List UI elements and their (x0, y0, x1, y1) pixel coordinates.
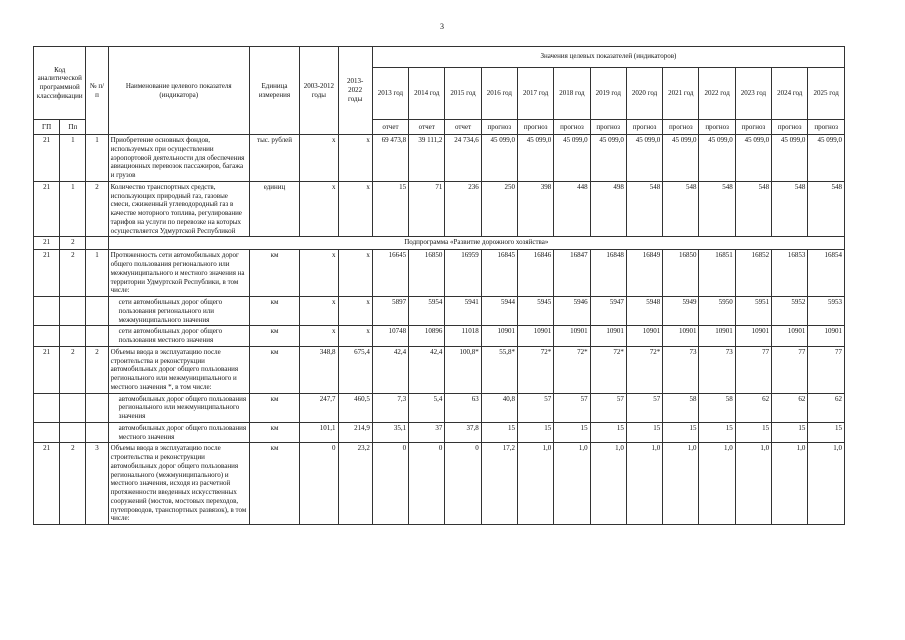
cell-value: 5945 (518, 297, 554, 326)
cell-value: 1,0 (518, 443, 554, 525)
cell-value: 39 111,2 (409, 135, 445, 182)
cell-pp: 1 (60, 181, 86, 237)
cell-pp (60, 422, 86, 443)
cell-unit: км (249, 297, 299, 326)
cell-num (86, 326, 108, 347)
cell-value: 63 (445, 393, 481, 422)
cell-value: 45 099,0 (626, 135, 662, 182)
cell-indicator-name: Объемы ввода в эксплуатацию после строительства и реконструкции автомобильных дорог общего пользования регионального или межмуниципального и местного значения *, в том числе: (108, 346, 249, 393)
cell-value: 1,0 (590, 443, 626, 525)
cell-value: 16854 (808, 250, 845, 297)
cell-num: 1 (86, 135, 108, 182)
cell-gp (34, 297, 60, 326)
cell-value: 10901 (735, 326, 771, 347)
cell-value: 16847 (554, 250, 590, 297)
cell-value: 42,4 (372, 346, 408, 393)
cell-2003-2012: 247,7 (300, 393, 338, 422)
cell-value: 77 (808, 346, 845, 393)
cell-value: 398 (518, 181, 554, 237)
header-year: 2014 год (409, 67, 445, 119)
header-2003-2012: 2003-2012 годы (300, 47, 338, 135)
cell-value: 1,0 (772, 443, 808, 525)
cell-value: 548 (772, 181, 808, 237)
cell-value: 45 099,0 (518, 135, 554, 182)
table-row (34, 135, 845, 182)
cell-unit: тыс. рублей (249, 135, 299, 182)
cell-value: 45 099,0 (699, 135, 735, 182)
cell-value: 7,3 (372, 393, 408, 422)
cell-value: 10901 (626, 326, 662, 347)
cell-value: 15 (626, 422, 662, 443)
table-row (34, 181, 845, 237)
cell-value: 72* (626, 346, 662, 393)
cell-num: 1 (86, 250, 108, 297)
cell-value: 236 (445, 181, 481, 237)
cell-value: 5951 (735, 297, 771, 326)
cell-gp (34, 422, 60, 443)
cell-gp: 21 (34, 237, 60, 250)
cell-num (86, 237, 108, 250)
table-row (34, 297, 845, 326)
table-row (34, 346, 845, 393)
cell-value: 548 (735, 181, 771, 237)
cell-2013-2022: х (338, 297, 372, 326)
cell-pp (60, 297, 86, 326)
cell-indicator-name: сети автомобильных дорог общего пользования местного значения (108, 326, 249, 347)
table-row (34, 250, 845, 297)
table-row (34, 443, 845, 525)
cell-value: 100,8* (445, 346, 481, 393)
cell-value: 250 (481, 181, 517, 237)
header-num: № п/п (86, 47, 108, 135)
header-year: 2017 год (518, 67, 554, 119)
header-kind: прогноз (808, 120, 845, 135)
cell-value: 57 (590, 393, 626, 422)
cell-value: 35,1 (372, 422, 408, 443)
cell-value: 15 (481, 422, 517, 443)
cell-value: 1,0 (554, 443, 590, 525)
cell-value: 16845 (481, 250, 517, 297)
cell-value: 45 099,0 (554, 135, 590, 182)
cell-value: 548 (663, 181, 699, 237)
cell-2003-2012: 0 (300, 443, 338, 525)
cell-value: 16852 (735, 250, 771, 297)
cell-value: 16848 (590, 250, 626, 297)
indicators-table (33, 46, 845, 525)
cell-indicator-name: Приобретение основных фондов, используемых при осуществлении аэропортовой деятельности для обеспечения авиационных перевозок пассажиров, багажа и грузов (108, 135, 249, 182)
cell-value: 5897 (372, 297, 408, 326)
cell-unit: км (249, 393, 299, 422)
header-2013-2022: 2013-2022 годы (338, 47, 372, 135)
cell-value: 1,0 (663, 443, 699, 525)
header-kind: отчет (445, 120, 481, 135)
header-gp: ГП (34, 120, 60, 135)
header-row (34, 47, 845, 68)
cell-value: 37 (409, 422, 445, 443)
header-kind: прогноз (663, 120, 699, 135)
cell-unit: единиц (249, 181, 299, 237)
cell-2003-2012: х (300, 297, 338, 326)
cell-value: 77 (735, 346, 771, 393)
cell-value: 15 (808, 422, 845, 443)
cell-value: 5941 (445, 297, 481, 326)
header-year: 2020 год (626, 67, 662, 119)
cell-pp: 2 (60, 237, 86, 250)
cell-gp: 21 (34, 346, 60, 393)
cell-value: 1,0 (808, 443, 845, 525)
cell-value: 24 734,6 (445, 135, 481, 182)
cell-value: 16850 (663, 250, 699, 297)
cell-value: 16850 (409, 250, 445, 297)
cell-value: 5953 (808, 297, 845, 326)
cell-value: 16846 (518, 250, 554, 297)
header-year: 2015 год (445, 67, 481, 119)
cell-num: 3 (86, 443, 108, 525)
header-unit: Единица измерения (249, 47, 299, 135)
cell-value: 16959 (445, 250, 481, 297)
cell-2003-2012: х (300, 326, 338, 347)
subprogram-row (34, 237, 845, 250)
cell-2003-2012: х (300, 181, 338, 237)
cell-value: 5949 (663, 297, 699, 326)
cell-2003-2012: х (300, 250, 338, 297)
cell-2003-2012: 348,8 (300, 346, 338, 393)
cell-unit: км (249, 422, 299, 443)
cell-value: 16645 (372, 250, 408, 297)
page-number: 3 (440, 22, 444, 31)
cell-value: 16849 (626, 250, 662, 297)
header-year: 2016 год (481, 67, 517, 119)
subprogram-title: Подпрограмма «Развитие дорожного хозяйства» (108, 237, 844, 250)
cell-indicator-name: автомобильных дорог общего пользования местного значения (108, 422, 249, 443)
cell-2013-2022: 460,5 (338, 393, 372, 422)
cell-value: 10901 (663, 326, 699, 347)
cell-value: 45 099,0 (772, 135, 808, 182)
cell-value: 5950 (699, 297, 735, 326)
cell-2003-2012: х (300, 135, 338, 182)
cell-value: 62 (772, 393, 808, 422)
cell-value: 45 099,0 (663, 135, 699, 182)
cell-value: 11018 (445, 326, 481, 347)
cell-value: 17,2 (481, 443, 517, 525)
cell-num: 2 (86, 346, 108, 393)
cell-value: 10901 (518, 326, 554, 347)
header-year: 2013 год (372, 67, 408, 119)
cell-value: 45 099,0 (808, 135, 845, 182)
header-pp: Пп (60, 120, 86, 135)
cell-indicator-name: Количество транспортных средств, использующих природный газ, газовые смеси, сжиженный углеводородный газ в качестве моторного топлива, регулирование тарифов на услуги по перевозке на которых осуществляется Удмуртской Республикой (108, 181, 249, 237)
header-kind: прогноз (554, 120, 590, 135)
cell-pp: 2 (60, 443, 86, 525)
cell-value: 55,8* (481, 346, 517, 393)
cell-value: 73 (663, 346, 699, 393)
cell-value: 45 099,0 (590, 135, 626, 182)
cell-value: 40,8 (481, 393, 517, 422)
cell-value: 1,0 (626, 443, 662, 525)
table-row (34, 422, 845, 443)
cell-value: 448 (554, 181, 590, 237)
cell-2013-2022: 214,9 (338, 422, 372, 443)
cell-indicator-name: автомобильных дорог общего пользования регионального или межмуниципального значения (108, 393, 249, 422)
cell-gp: 21 (34, 443, 60, 525)
cell-value: 57 (518, 393, 554, 422)
cell-value: 72* (554, 346, 590, 393)
cell-value: 10748 (372, 326, 408, 347)
cell-num: 2 (86, 181, 108, 237)
cell-value: 72* (590, 346, 626, 393)
cell-2013-2022: 23,2 (338, 443, 372, 525)
header-kind: прогноз (699, 120, 735, 135)
cell-unit: км (249, 346, 299, 393)
cell-value: 10896 (409, 326, 445, 347)
cell-value: 15 (554, 422, 590, 443)
cell-value: 37,8 (445, 422, 481, 443)
cell-value: 45 099,0 (481, 135, 517, 182)
cell-value: 5948 (626, 297, 662, 326)
cell-value: 10901 (699, 326, 735, 347)
cell-value: 15 (663, 422, 699, 443)
cell-pp: 1 (60, 135, 86, 182)
cell-gp (34, 326, 60, 347)
cell-value: 5946 (554, 297, 590, 326)
cell-pp: 2 (60, 250, 86, 297)
cell-value: 1,0 (735, 443, 771, 525)
table-row (34, 326, 845, 347)
cell-value: 10901 (554, 326, 590, 347)
cell-2013-2022: х (338, 326, 372, 347)
cell-value: 45 099,0 (735, 135, 771, 182)
cell-value: 0 (372, 443, 408, 525)
cell-value: 5947 (590, 297, 626, 326)
header-kind: прогноз (735, 120, 771, 135)
cell-value: 15 (772, 422, 808, 443)
cell-value: 77 (772, 346, 808, 393)
cell-unit: км (249, 250, 299, 297)
cell-value: 548 (808, 181, 845, 237)
cell-value: 16851 (699, 250, 735, 297)
cell-value: 58 (699, 393, 735, 422)
cell-pp (60, 326, 86, 347)
header-year: 2023 год (735, 67, 771, 119)
cell-2013-2022: 675,4 (338, 346, 372, 393)
cell-value: 5954 (409, 297, 445, 326)
cell-value: 15 (518, 422, 554, 443)
header-year: 2021 год (663, 67, 699, 119)
header-year: 2022 год (699, 67, 735, 119)
cell-unit: км (249, 443, 299, 525)
cell-value: 5952 (772, 297, 808, 326)
cell-value: 10901 (808, 326, 845, 347)
cell-value: 0 (409, 443, 445, 525)
cell-value: 0 (445, 443, 481, 525)
cell-value: 5,4 (409, 393, 445, 422)
cell-indicator-name: Объемы ввода в эксплуатацию после строительства и реконструкции автомобильных дорог общего пользования регионального (межмуниципального) и местного значения, исходя из расчетной протяженности введенных искусственных сооружений (мостов, мостовых переходов, путепроводов, транспортных развязок), в том числе: (108, 443, 249, 525)
cell-value: 548 (626, 181, 662, 237)
cell-2013-2022: х (338, 181, 372, 237)
cell-gp (34, 393, 60, 422)
cell-2013-2022: х (338, 135, 372, 182)
cell-2013-2022: х (338, 250, 372, 297)
header-values-title: Значения целевых показателей (индикаторов) (372, 47, 844, 68)
cell-value: 73 (699, 346, 735, 393)
header-year: 2024 год (772, 67, 808, 119)
header-kind: прогноз (518, 120, 554, 135)
cell-pp (60, 393, 86, 422)
cell-gp: 21 (34, 250, 60, 297)
header-year: 2018 год (554, 67, 590, 119)
cell-value: 71 (409, 181, 445, 237)
cell-value: 5944 (481, 297, 517, 326)
header-kind: отчет (372, 120, 408, 135)
cell-num (86, 422, 108, 443)
cell-value: 15 (590, 422, 626, 443)
header-year: 2025 год (808, 67, 845, 119)
cell-value: 57 (626, 393, 662, 422)
cell-value: 15 (699, 422, 735, 443)
cell-gp: 21 (34, 135, 60, 182)
cell-value: 10901 (772, 326, 808, 347)
cell-value: 62 (808, 393, 845, 422)
header-kind: прогноз (626, 120, 662, 135)
cell-value: 498 (590, 181, 626, 237)
table-row (34, 393, 845, 422)
cell-num (86, 393, 108, 422)
cell-value: 10901 (590, 326, 626, 347)
cell-value: 69 473,8 (372, 135, 408, 182)
cell-value: 15 (372, 181, 408, 237)
cell-value: 58 (663, 393, 699, 422)
cell-value: 16853 (772, 250, 808, 297)
cell-pp: 2 (60, 346, 86, 393)
cell-value: 15 (735, 422, 771, 443)
header-code: Код аналитической программной классификации (34, 47, 86, 120)
header-kind: прогноз (772, 120, 808, 135)
cell-gp: 21 (34, 181, 60, 237)
cell-value: 10901 (481, 326, 517, 347)
header-name: Наименование целевого показателя (индикатора) (108, 47, 249, 135)
cell-num (86, 297, 108, 326)
cell-value: 72* (518, 346, 554, 393)
header-kind: прогноз (590, 120, 626, 135)
cell-indicator-name: Протяженность сети автомобильных дорог общего пользования регионального или межмуниципального и местного значения на территории Удмуртской Республики, в том числе: (108, 250, 249, 297)
cell-unit: км (249, 326, 299, 347)
header-kind: прогноз (481, 120, 517, 135)
cell-value: 548 (699, 181, 735, 237)
header-kind: отчет (409, 120, 445, 135)
cell-value: 57 (554, 393, 590, 422)
cell-value: 62 (735, 393, 771, 422)
cell-value: 1,0 (699, 443, 735, 525)
cell-indicator-name: сети автомобильных дорог общего пользования регионального или межмуниципального значения (108, 297, 249, 326)
cell-value: 42,4 (409, 346, 445, 393)
cell-2003-2012: 101,1 (300, 422, 338, 443)
header-year: 2019 год (590, 67, 626, 119)
